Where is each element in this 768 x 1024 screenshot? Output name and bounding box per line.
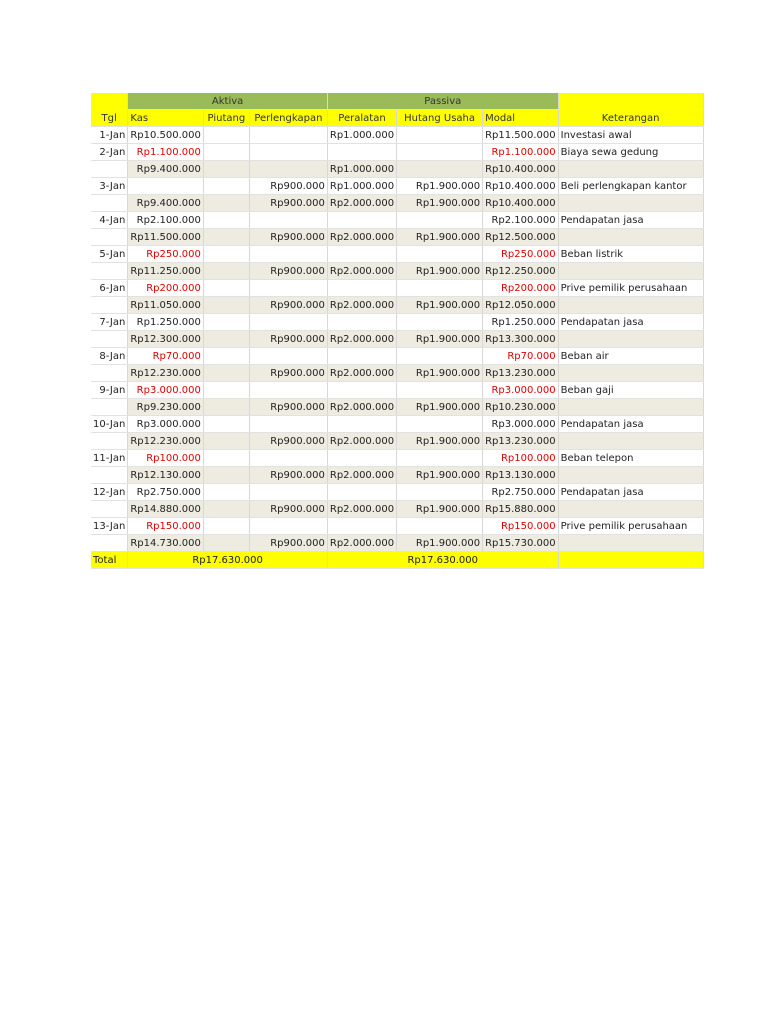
cell-keterangan[interactable]: Pendapatan jasa: [558, 212, 703, 229]
cell-hutang-usaha[interactable]: Rp1.900.000: [397, 263, 483, 280]
cell-peralatan[interactable]: [327, 348, 396, 365]
group-header-row: [91, 93, 703, 110]
cell-peralatan[interactable]: Rp1.000.000: [327, 161, 396, 178]
cell-kas[interactable]: Rp9.400.000: [128, 195, 204, 212]
cell-tgl[interactable]: [91, 263, 128, 280]
cell-keterangan[interactable]: Beli perlengkapan kantor: [558, 178, 703, 195]
cell-piutang[interactable]: [203, 535, 249, 552]
cell-peralatan[interactable]: Rp2.000.000: [327, 195, 396, 212]
column-header-row: [91, 110, 703, 127]
cell-keterangan[interactable]: [558, 229, 703, 246]
table-row: [91, 212, 703, 229]
cell-tgl[interactable]: [91, 433, 128, 450]
cell-perlengkapan[interactable]: [249, 484, 327, 501]
cell-hutang-usaha[interactable]: [397, 416, 483, 433]
cell-tgl[interactable]: [91, 195, 128, 212]
cell-peralatan[interactable]: Rp2.000.000: [327, 433, 396, 450]
cell-hutang-usaha[interactable]: [397, 348, 483, 365]
cell-hutang-usaha[interactable]: [397, 382, 483, 399]
cell-peralatan[interactable]: [327, 416, 396, 433]
cell-hutang-usaha[interactable]: [397, 484, 483, 501]
cell-modal[interactable]: Rp13.230.000: [483, 433, 559, 450]
total-row: [91, 552, 703, 569]
cell-hutang-usaha[interactable]: Rp1.900.000: [397, 467, 483, 484]
cell-piutang[interactable]: [203, 161, 249, 178]
cell-hutang-usaha[interactable]: Rp1.900.000: [397, 178, 483, 195]
cell-tgl[interactable]: 11-Jan: [91, 450, 128, 467]
cell-keterangan[interactable]: [558, 195, 703, 212]
cell-kas[interactable]: [128, 178, 204, 195]
transaction-table: [91, 93, 704, 569]
table-row: [91, 467, 703, 484]
cell-piutang[interactable]: [203, 314, 249, 331]
cell-piutang[interactable]: [203, 297, 249, 314]
table-row: [91, 535, 703, 552]
cell-tgl[interactable]: [91, 535, 128, 552]
cell-hutang-usaha[interactable]: Rp1.900.000: [397, 331, 483, 348]
cell-kas[interactable]: Rp150.000: [128, 518, 204, 535]
cell-kas[interactable]: Rp14.880.000: [128, 501, 204, 518]
table-row: [91, 195, 703, 212]
cell-keterangan[interactable]: Investasi awal: [558, 127, 703, 144]
group-header-spacer-right[interactable]: [558, 93, 703, 110]
cell-kas[interactable]: Rp3.000.000: [128, 382, 204, 399]
cell-keterangan[interactable]: Biaya sewa gedung: [558, 144, 703, 161]
cell-modal[interactable]: Rp13.130.000: [483, 467, 559, 484]
cell-kas[interactable]: Rp2.750.000: [128, 484, 204, 501]
cell-keterangan[interactable]: [558, 501, 703, 518]
cell-keterangan[interactable]: Beban listrik: [558, 246, 703, 263]
cell-keterangan[interactable]: Pendapatan jasa: [558, 314, 703, 331]
cell-piutang[interactable]: [203, 229, 249, 246]
cell-hutang-usaha[interactable]: Rp1.900.000: [397, 229, 483, 246]
cell-peralatan[interactable]: Rp2.000.000: [327, 331, 396, 348]
cell-kas[interactable]: Rp1.100.000: [128, 144, 204, 161]
cell-modal[interactable]: Rp3.000.000: [483, 416, 559, 433]
cell-piutang[interactable]: [203, 144, 249, 161]
cell-peralatan[interactable]: [327, 280, 396, 297]
cell-perlengkapan[interactable]: Rp900.000: [249, 467, 327, 484]
cell-keterangan[interactable]: [558, 263, 703, 280]
cell-perlengkapan[interactable]: [249, 348, 327, 365]
cell-keterangan[interactable]: [558, 535, 703, 552]
cell-keterangan[interactable]: Prive pemilik perusahaan: [558, 280, 703, 297]
cell-kas[interactable]: Rp11.250.000: [128, 263, 204, 280]
cell-kas[interactable]: Rp14.730.000: [128, 535, 204, 552]
cell-keterangan[interactable]: [558, 331, 703, 348]
cell-hutang-usaha[interactable]: Rp1.900.000: [397, 365, 483, 382]
col-header-peralatan[interactable]: Peralatan: [327, 110, 396, 127]
cell-tgl[interactable]: [91, 365, 128, 382]
cell-tgl[interactable]: 3-Jan: [91, 178, 128, 195]
cell-modal[interactable]: Rp15.730.000: [483, 535, 559, 552]
cell-peralatan[interactable]: Rp2.000.000: [327, 365, 396, 382]
cell-perlengkapan[interactable]: Rp900.000: [249, 331, 327, 348]
cell-perlengkapan[interactable]: [249, 212, 327, 229]
cell-modal[interactable]: Rp13.230.000: [483, 365, 559, 382]
cell-hutang-usaha[interactable]: Rp1.900.000: [397, 399, 483, 416]
table-row: [91, 484, 703, 501]
cell-perlengkapan[interactable]: [249, 416, 327, 433]
cell-peralatan[interactable]: Rp2.000.000: [327, 399, 396, 416]
cell-perlengkapan[interactable]: Rp900.000: [249, 433, 327, 450]
table-body: [91, 93, 703, 569]
cell-piutang[interactable]: [203, 348, 249, 365]
cell-kas[interactable]: Rp70.000: [128, 348, 204, 365]
cell-modal[interactable]: Rp12.250.000: [483, 263, 559, 280]
cell-kas[interactable]: Rp12.130.000: [128, 467, 204, 484]
cell-kas[interactable]: Rp200.000: [128, 280, 204, 297]
col-header-keterangan[interactable]: Keterangan: [558, 110, 703, 127]
table-row: [91, 229, 703, 246]
cell-piutang[interactable]: [203, 331, 249, 348]
cell-keterangan[interactable]: Pendapatan jasa: [558, 416, 703, 433]
cell-tgl[interactable]: 1-Jan: [91, 127, 128, 144]
cell-tgl[interactable]: 9-Jan: [91, 382, 128, 399]
cell-hutang-usaha[interactable]: [397, 212, 483, 229]
cell-hutang-usaha[interactable]: [397, 314, 483, 331]
table-row: [91, 297, 703, 314]
cell-perlengkapan[interactable]: Rp900.000: [249, 365, 327, 382]
cell-perlengkapan[interactable]: [249, 246, 327, 263]
table-row: [91, 399, 703, 416]
total-spacer[interactable]: [558, 552, 703, 569]
cell-hutang-usaha[interactable]: Rp1.900.000: [397, 297, 483, 314]
cell-kas[interactable]: Rp12.230.000: [128, 433, 204, 450]
cell-hutang-usaha[interactable]: Rp1.900.000: [397, 433, 483, 450]
cell-modal[interactable]: Rp12.050.000: [483, 297, 559, 314]
cell-hutang-usaha[interactable]: Rp1.900.000: [397, 195, 483, 212]
cell-piutang[interactable]: [203, 484, 249, 501]
cell-piutang[interactable]: [203, 518, 249, 535]
cell-hutang-usaha[interactable]: [397, 280, 483, 297]
cell-perlengkapan[interactable]: Rp900.000: [249, 535, 327, 552]
cell-perlengkapan[interactable]: Rp900.000: [249, 297, 327, 314]
cell-keterangan[interactable]: Beban air: [558, 348, 703, 365]
cell-keterangan[interactable]: [558, 365, 703, 382]
col-header-hutang-usaha[interactable]: Hutang Usaha: [397, 110, 483, 127]
col-header-perlengkapan[interactable]: Perlengkapan: [249, 110, 327, 127]
col-header-piutang[interactable]: Piutang: [203, 110, 249, 127]
group-header-passiva[interactable]: Passiva: [327, 93, 558, 110]
cell-perlengkapan[interactable]: [249, 518, 327, 535]
cell-keterangan[interactable]: Pendapatan jasa: [558, 484, 703, 501]
cell-peralatan[interactable]: [327, 246, 396, 263]
cell-piutang[interactable]: [203, 467, 249, 484]
cell-piutang[interactable]: [203, 280, 249, 297]
cell-perlengkapan[interactable]: [249, 161, 327, 178]
cell-keterangan[interactable]: [558, 399, 703, 416]
cell-peralatan[interactable]: [327, 518, 396, 535]
cell-kas[interactable]: Rp250.000: [128, 246, 204, 263]
table-row: [91, 178, 703, 195]
group-header-aktiva[interactable]: Aktiva: [128, 93, 328, 110]
cell-hutang-usaha[interactable]: [397, 518, 483, 535]
cell-kas[interactable]: Rp9.400.000: [128, 161, 204, 178]
cell-peralatan[interactable]: [327, 314, 396, 331]
total-passiva[interactable]: Rp17.630.000: [327, 552, 558, 569]
cell-peralatan[interactable]: Rp1.000.000: [327, 127, 396, 144]
cell-perlengkapan[interactable]: [249, 450, 327, 467]
cell-piutang[interactable]: [203, 195, 249, 212]
cell-tgl[interactable]: 13-Jan: [91, 518, 128, 535]
cell-keterangan[interactable]: Beban gaji: [558, 382, 703, 399]
cell-tgl[interactable]: 7-Jan: [91, 314, 128, 331]
cell-peralatan[interactable]: Rp2.000.000: [327, 263, 396, 280]
cell-tgl[interactable]: 2-Jan: [91, 144, 128, 161]
cell-modal[interactable]: Rp10.400.000: [483, 178, 559, 195]
cell-piutang[interactable]: [203, 416, 249, 433]
cell-modal[interactable]: Rp3.000.000: [483, 382, 559, 399]
cell-peralatan[interactable]: [327, 450, 396, 467]
cell-modal[interactable]: Rp2.750.000: [483, 484, 559, 501]
cell-tgl[interactable]: 4-Jan: [91, 212, 128, 229]
cell-hutang-usaha[interactable]: [397, 246, 483, 263]
cell-perlengkapan[interactable]: [249, 280, 327, 297]
cell-keterangan[interactable]: Prive pemilik perusahaan: [558, 518, 703, 535]
cell-peralatan[interactable]: Rp2.000.000: [327, 229, 396, 246]
cell-keterangan[interactable]: [558, 297, 703, 314]
cell-modal[interactable]: Rp11.500.000: [483, 127, 559, 144]
cell-tgl[interactable]: [91, 501, 128, 518]
col-header-tgl[interactable]: Tgl: [91, 110, 128, 127]
table-row: [91, 433, 703, 450]
cell-tgl[interactable]: 12-Jan: [91, 484, 128, 501]
cell-hutang-usaha[interactable]: [397, 161, 483, 178]
cell-tgl[interactable]: [91, 467, 128, 484]
table-row: [91, 314, 703, 331]
cell-perlengkapan[interactable]: [249, 314, 327, 331]
table-row: [91, 365, 703, 382]
cell-tgl[interactable]: [91, 161, 128, 178]
cell-modal[interactable]: Rp100.000: [483, 450, 559, 467]
cell-keterangan[interactable]: Beban telepon: [558, 450, 703, 467]
cell-piutang[interactable]: [203, 212, 249, 229]
cell-kas[interactable]: Rp11.050.000: [128, 297, 204, 314]
total-label[interactable]: Total: [91, 552, 128, 569]
cell-perlengkapan[interactable]: Rp900.000: [249, 263, 327, 280]
cell-modal[interactable]: Rp1.250.000: [483, 314, 559, 331]
cell-piutang[interactable]: [203, 263, 249, 280]
cell-peralatan[interactable]: [327, 382, 396, 399]
cell-piutang[interactable]: [203, 365, 249, 382]
cell-hutang-usaha[interactable]: [397, 144, 483, 161]
cell-kas[interactable]: Rp100.000: [128, 450, 204, 467]
cell-piutang[interactable]: [203, 127, 249, 144]
table-row: [91, 348, 703, 365]
cell-hutang-usaha[interactable]: Rp1.900.000: [397, 501, 483, 518]
cell-kas[interactable]: Rp2.100.000: [128, 212, 204, 229]
cell-piutang[interactable]: [203, 450, 249, 467]
cell-peralatan[interactable]: Rp2.000.000: [327, 535, 396, 552]
table-row: [91, 263, 703, 280]
cell-piutang[interactable]: [203, 246, 249, 263]
table-row: [91, 501, 703, 518]
cell-tgl[interactable]: 10-Jan: [91, 416, 128, 433]
cell-peralatan[interactable]: Rp2.000.000: [327, 501, 396, 518]
cell-modal[interactable]: Rp70.000: [483, 348, 559, 365]
table-row: [91, 161, 703, 178]
cell-tgl[interactable]: [91, 297, 128, 314]
table-row: [91, 144, 703, 161]
col-header-kas[interactable]: Kas: [128, 110, 204, 127]
cell-peralatan[interactable]: Rp2.000.000: [327, 297, 396, 314]
cell-tgl[interactable]: 5-Jan: [91, 246, 128, 263]
cell-perlengkapan[interactable]: Rp900.000: [249, 229, 327, 246]
cell-keterangan[interactable]: [558, 161, 703, 178]
cell-kas[interactable]: Rp11.500.000: [128, 229, 204, 246]
cell-tgl[interactable]: 8-Jan: [91, 348, 128, 365]
cell-tgl[interactable]: [91, 331, 128, 348]
cell-peralatan[interactable]: Rp1.000.000: [327, 178, 396, 195]
cell-peralatan[interactable]: [327, 144, 396, 161]
cell-kas[interactable]: Rp1.250.000: [128, 314, 204, 331]
cell-perlengkapan[interactable]: [249, 144, 327, 161]
cell-peralatan[interactable]: [327, 212, 396, 229]
total-aktiva[interactable]: Rp17.630.000: [128, 552, 328, 569]
table-row: [91, 127, 703, 144]
cell-piutang[interactable]: [203, 178, 249, 195]
table-row: [91, 382, 703, 399]
cell-modal[interactable]: Rp12.500.000: [483, 229, 559, 246]
cell-keterangan[interactable]: [558, 467, 703, 484]
cell-hutang-usaha[interactable]: [397, 127, 483, 144]
cell-piutang[interactable]: [203, 382, 249, 399]
cell-modal[interactable]: Rp1.100.000: [483, 144, 559, 161]
cell-tgl[interactable]: 6-Jan: [91, 280, 128, 297]
cell-hutang-usaha[interactable]: Rp1.900.000: [397, 535, 483, 552]
cell-tgl[interactable]: [91, 399, 128, 416]
cell-piutang[interactable]: [203, 399, 249, 416]
table-row: [91, 280, 703, 297]
group-header-spacer[interactable]: [91, 93, 128, 110]
cell-piutang[interactable]: [203, 501, 249, 518]
cell-kas[interactable]: Rp10.500.000: [128, 127, 204, 144]
cell-perlengkapan[interactable]: Rp900.000: [249, 501, 327, 518]
cell-peralatan[interactable]: [327, 484, 396, 501]
cell-kas[interactable]: Rp9.230.000: [128, 399, 204, 416]
cell-perlengkapan[interactable]: [249, 127, 327, 144]
cell-perlengkapan[interactable]: Rp900.000: [249, 399, 327, 416]
cell-modal[interactable]: Rp150.000: [483, 518, 559, 535]
cell-kas[interactable]: Rp3.000.000: [128, 416, 204, 433]
table-row: [91, 246, 703, 263]
table-row: [91, 518, 703, 535]
cell-perlengkapan[interactable]: [249, 382, 327, 399]
cell-keterangan[interactable]: [558, 433, 703, 450]
cell-kas[interactable]: Rp12.230.000: [128, 365, 204, 382]
table-row: [91, 450, 703, 467]
cell-modal[interactable]: Rp10.230.000: [483, 399, 559, 416]
cell-modal[interactable]: Rp250.000: [483, 246, 559, 263]
cell-perlengkapan[interactable]: Rp900.000: [249, 178, 327, 195]
cell-modal[interactable]: Rp10.400.000: [483, 195, 559, 212]
cell-piutang[interactable]: [203, 433, 249, 450]
cell-kas[interactable]: Rp12.300.000: [128, 331, 204, 348]
cell-peralatan[interactable]: Rp2.000.000: [327, 467, 396, 484]
table-row: [91, 416, 703, 433]
cell-modal[interactable]: Rp200.000: [483, 280, 559, 297]
col-header-modal[interactable]: Modal: [483, 110, 559, 127]
cell-modal[interactable]: Rp10.400.000: [483, 161, 559, 178]
table-row: [91, 331, 703, 348]
cell-modal[interactable]: Rp13.300.000: [483, 331, 559, 348]
cell-tgl[interactable]: [91, 229, 128, 246]
cell-modal[interactable]: Rp15.880.000: [483, 501, 559, 518]
cell-modal[interactable]: Rp2.100.000: [483, 212, 559, 229]
cell-perlengkapan[interactable]: Rp900.000: [249, 195, 327, 212]
cell-hutang-usaha[interactable]: [397, 450, 483, 467]
